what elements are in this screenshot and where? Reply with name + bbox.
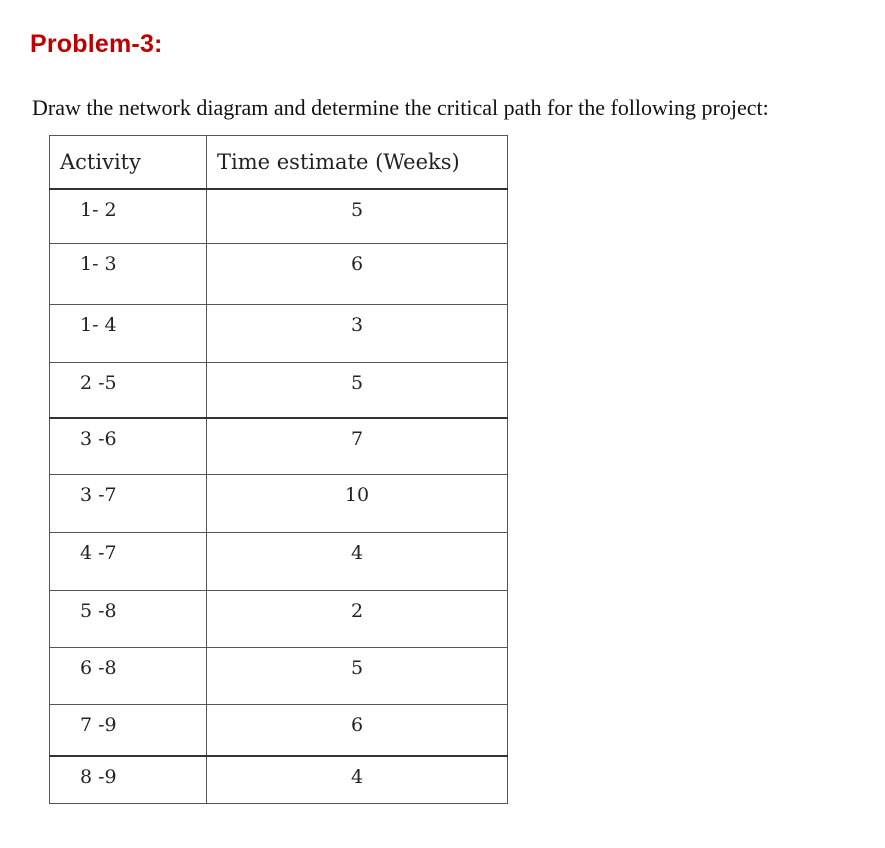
problem-title: Problem-3: xyxy=(30,30,163,58)
table-row xyxy=(50,189,508,244)
time-cell: 3 xyxy=(207,305,508,363)
time-cell: 4 xyxy=(207,533,508,591)
activity-cell: 8 -9 xyxy=(50,756,207,804)
table-row xyxy=(50,705,508,756)
table-row xyxy=(50,591,508,648)
table-row xyxy=(50,475,508,533)
activity-cell: 4 -7 xyxy=(50,533,207,591)
activity-cell: 1- 4 xyxy=(50,305,207,363)
table-row xyxy=(50,363,508,418)
activity-cell: 7 -9 xyxy=(50,705,207,756)
time-cell: 6 xyxy=(207,244,508,305)
activity-cell: 3 -6 xyxy=(50,418,207,475)
header-time-estimate: Time estimate (Weeks) xyxy=(207,136,508,189)
time-cell: 6 xyxy=(207,705,508,756)
activity-cell: 5 -8 xyxy=(50,591,207,648)
time-cell: 5 xyxy=(207,363,508,418)
time-cell: 10 xyxy=(207,475,508,533)
table-row xyxy=(50,244,508,305)
table-row xyxy=(50,305,508,363)
table-row xyxy=(50,418,508,475)
activity-cell: 1- 3 xyxy=(50,244,207,305)
time-cell: 5 xyxy=(207,189,508,244)
activity-cell: 3 -7 xyxy=(50,475,207,533)
activity-cell: 1- 2 xyxy=(50,189,207,244)
activity-cell: 2 -5 xyxy=(50,363,207,418)
time-cell: 4 xyxy=(207,756,508,804)
table-row xyxy=(50,648,508,705)
activity-cell: 6 -8 xyxy=(50,648,207,705)
problem-instruction: Draw the network diagram and determine the critical path for the following project: xyxy=(32,95,769,120)
table-row xyxy=(50,756,508,804)
time-cell: 7 xyxy=(207,418,508,475)
time-cell: 2 xyxy=(207,591,508,648)
header-activity: Activity xyxy=(50,136,207,189)
table-row xyxy=(50,533,508,591)
table-header-row xyxy=(50,136,508,189)
activity-table xyxy=(49,135,508,804)
time-cell: 5 xyxy=(207,648,508,705)
